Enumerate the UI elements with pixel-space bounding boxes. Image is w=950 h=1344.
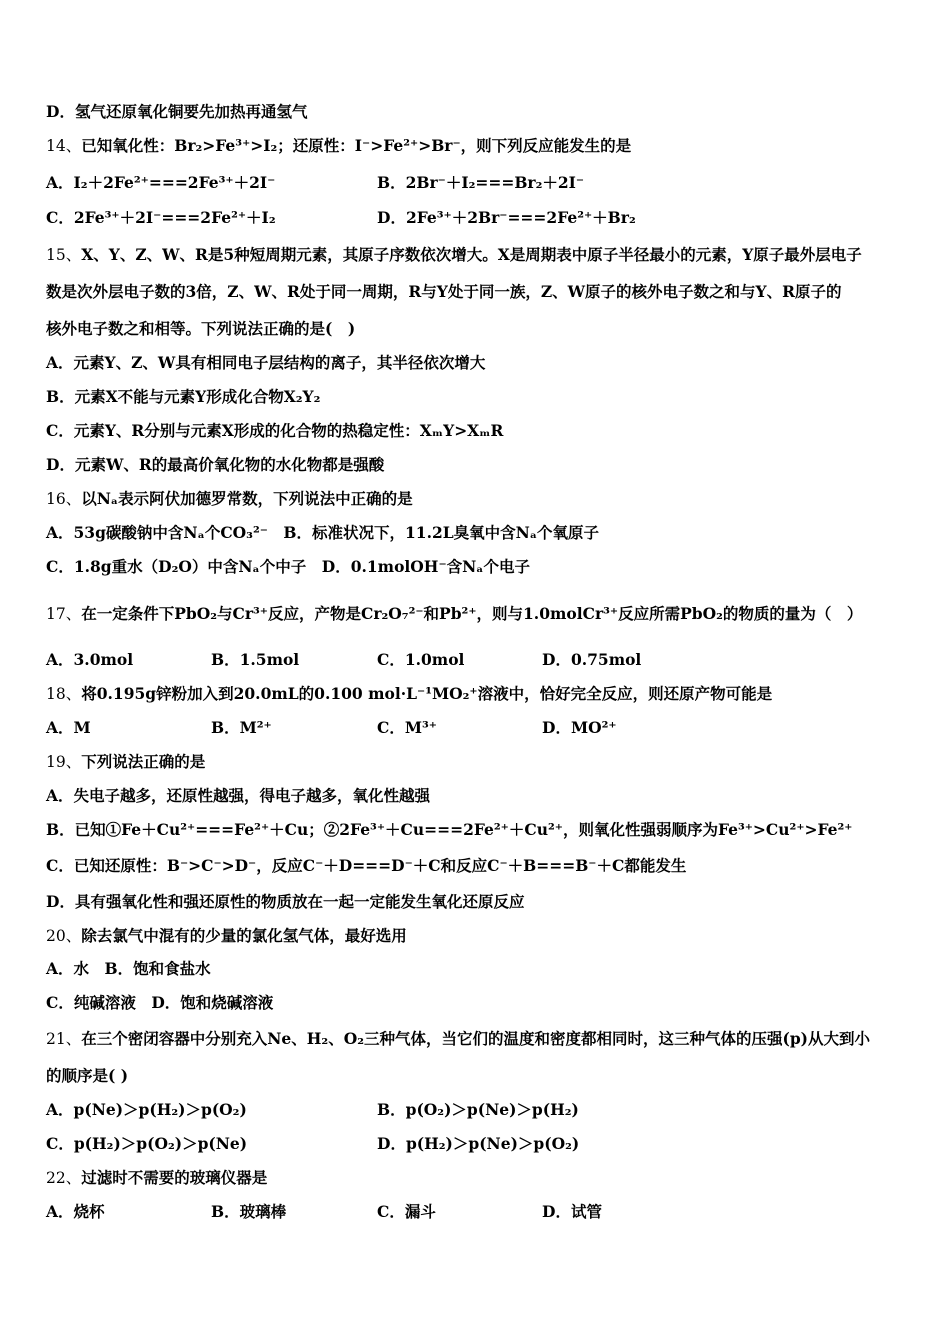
q18-option-c: C．M³⁺ [377,718,437,737]
q21-stem-line1 [46,1029,870,1049]
q18-stem-text: 将0.195g锌粉加入到20.0mL的0.100 mol·L⁻¹MO₂⁺溶液中，恰好完全反应，则还原产物可能是 [81,684,773,703]
q16-number: 16、 [46,490,82,508]
q21-number: 21、 [46,1030,82,1048]
q15-stem-text1: X、Y、Z、W、R是5种短周期元素，其原子序数依次增大。X是周期表中原子半径最小的元素，Y原子最外层电子 [81,245,862,264]
q22-option-c: C．漏斗 [377,1202,436,1221]
q19-option-a: A．失电子越多，还原性越强，得电子越多，氧化性越强 [46,786,431,805]
q19-number: 19、 [46,753,82,771]
q14-option-a: A．I₂＋2Fe²⁺===2Fe³⁺＋2I⁻ [46,173,276,192]
q22-option-a: A．烧杯 [46,1202,105,1221]
q19-option-c: C．已知还原性：B⁻>C⁻>D⁻，反应C⁻＋D===D⁻＋C和反应C⁻＋B===B⁻＋C都能发生 [46,856,687,875]
q14-option-b: B．2Br⁻＋I₂===Br₂＋2I⁻ [377,173,585,192]
q17-stem [46,604,862,624]
q22-stem-text: 过滤时不需要的玻璃仪器是 [81,1168,268,1187]
q14-number: 14、 [46,137,82,155]
q17-option-b: B．1.5mol [211,650,300,669]
q17-option-c: C．1.0mol [377,650,465,669]
q21-option-b: B．p(O₂)＞p(Ne)＞p(H₂) [377,1100,579,1119]
q15-option-c: C．元素Y、R分别与元素X形成的化合物的热稳定性：XₘY>XₘR [46,421,504,440]
q22-stem [46,1168,267,1188]
q18-option-d: D．MO²⁺ [542,718,617,737]
q14-option-c: C．2Fe³⁺＋2I⁻===2Fe²⁺＋I₂ [46,208,276,227]
q14-stem-text: 已知氧化性：Br₂>Fe³⁺>I₂；还原性：I⁻>Fe²⁺>Br⁻，则下列反应能发生的是 [81,136,632,155]
q21-stem-line2: 的顺序是( ) [46,1066,129,1085]
q18-stem [46,684,772,704]
q14-option-d: D．2Fe³⁺＋2Br⁻===2Fe²⁺＋Br₂ [377,208,636,227]
q16-options-cd: C．1.8g重水（D₂O）中含Nₐ个中子 D．0.1molOH⁻含Nₐ个电子 [46,557,531,576]
q20-stem-text: 除去氯气中混有的少量的氯化氢气体，最好选用 [81,926,407,945]
q20-stem [46,926,407,946]
q19-stem [46,752,205,772]
q20-number: 20、 [46,927,82,945]
q17-option-d: D．0.75mol [542,650,642,669]
q21-stem-text1: 在三个密闭容器中分别充入Ne、H₂、O₂三种气体，当它们的温度和密度都相同时，这三种气体的压强(p)从大到小 [81,1029,870,1048]
q19-option-b: B．已知①Fe＋Cu²⁺===Fe²⁺＋Cu；②2Fe³⁺＋Cu===2Fe²⁺＋Cu²⁺，则氧化性强弱顺序为Fe³⁺>Cu²⁺>Fe²⁺ [46,820,853,839]
q15-option-a: A．元素Y、Z、W具有相同电子层结构的离子，其半径依次增大 [46,353,486,372]
q14-stem [46,136,631,156]
q18-number: 18、 [46,685,82,703]
q16-stem-text: 以Nₐ表示阿伏加德罗常数，下列说法中正确的是 [81,489,413,508]
q22-number: 22、 [46,1169,82,1187]
q20-options-cd: C．纯碱溶液 D．饱和烧碱溶液 [46,993,274,1012]
q20-options-ab: A．水 B．饱和食盐水 [46,959,211,978]
q17-stem-text: 在一定条件下PbO₂与Cr³⁺反应，产物是Cr₂O₇²⁻和Pb²⁺，则与1.0molCr³⁺反应所需PbO₂的物质的量为（ ） [81,604,863,623]
q18-option-b: B．M²⁺ [211,718,272,737]
q18-option-a: A．M [46,718,91,737]
q17-option-a: A．3.0mol [46,650,134,669]
q21-option-a: A．p(Ne)＞p(H₂)＞p(O₂) [46,1100,247,1119]
q22-option-d: D．试管 [542,1202,602,1221]
q15-option-d: D．元素W、R的最高价氧化物的水化物都是强酸 [46,455,385,474]
q21-option-c: C．p(H₂)＞p(O₂)＞p(Ne) [46,1134,248,1153]
q16-stem [46,489,413,509]
q15-stem-line2: 数是次外层电子数的3倍，Z、W、R处于同一周期，R与Y处于同一族，Z、W原子的核外电子数之和与Y、R原子的 [46,282,842,301]
q19-option-d: D．具有强氧化性和强还原性的物质放在一起一定能发生氧化还原反应 [46,892,525,911]
q15-stem-line3: 核外电子数之和相等。下列说法正确的是( ) [46,319,356,338]
q17-number: 17、 [46,605,82,623]
q13-option-d: D．氢气还原氧化铜要先加热再通氢气 [46,102,308,121]
q15-stem-line1 [46,245,862,265]
q21-option-d: D．p(H₂)＞p(Ne)＞p(O₂) [377,1134,580,1153]
q16-options-ab: A．53g碳酸钠中含Nₐ个CO₃²⁻ B．标准状况下，11.2L臭氧中含Nₐ个氧原子 [46,523,600,542]
q15-option-b: B．元素X不能与元素Y形成化合物X₂Y₂ [46,387,321,406]
q15-number: 15、 [46,246,82,264]
q22-option-b: B．玻璃棒 [211,1202,287,1221]
q19-stem-text: 下列说法正确的是 [81,752,206,771]
